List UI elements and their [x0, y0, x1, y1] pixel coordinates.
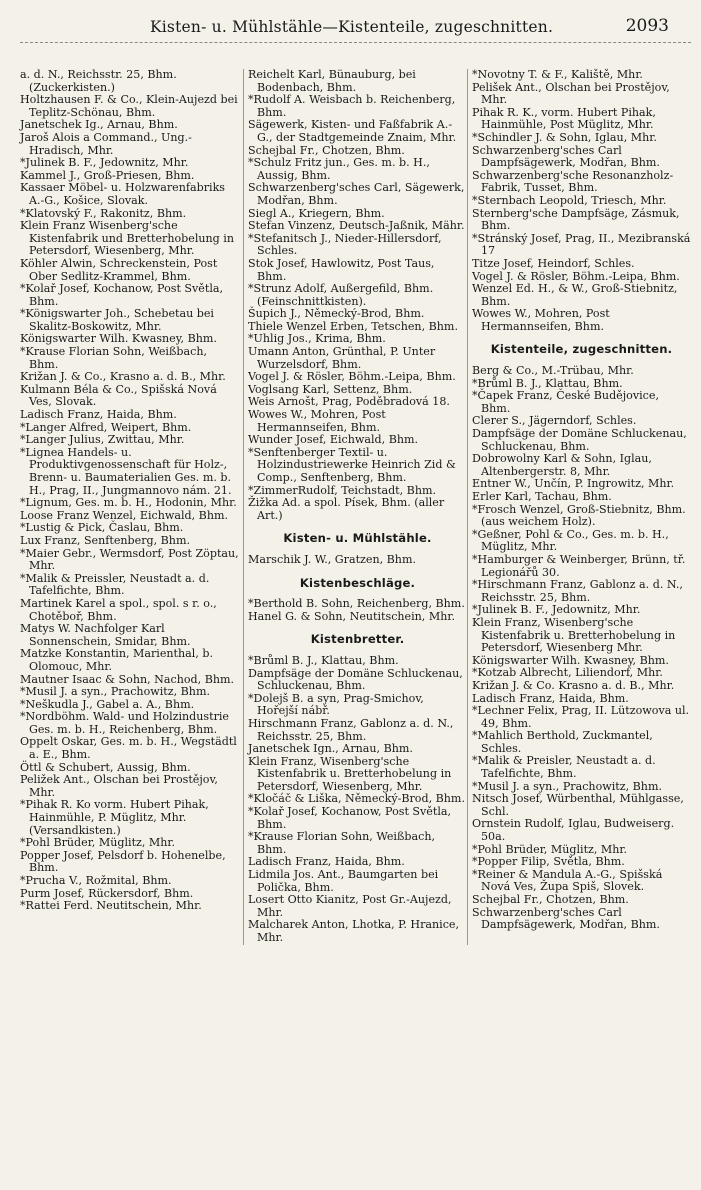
- directory-entry: *Malik & Preisler, Neustadt a. d. Tafelfichte, Bhm.: [472, 754, 656, 781]
- directory-entry: Popper Josef, Pelsdorf b. Hohenelbe, Bhm.: [20, 848, 226, 875]
- directory-entry: Mautner Isaac & Sohn, Nachod, Bhm.: [20, 672, 235, 686]
- directory-entry: Martinek Karel a spol., spol. s r. o., Chotěboř, Bhm.: [20, 596, 217, 623]
- directory-entry: Schwarzenberg'sches Carl Dampfsägewerk, Modřan, Bhm.: [472, 143, 660, 170]
- directory-entry: *Kolař Josef, Kochanow, Post Světla, Bhm.: [20, 282, 224, 308]
- directory-entry: Klein Franz Wisenberg'sche Kistenfabrik und Bretterhobelung in Petersdorf, Wiesenberg, Mhr.: [20, 219, 234, 258]
- directory-entry: Lux Franz, Senftenberg, Bhm.: [20, 533, 191, 547]
- page-title: Kisten- u. Mühlstähle—Kistenteile, zugeschnitten.: [150, 18, 554, 36]
- directory-entry: *Musil J. a syn., Prachowitz, Bhm.: [20, 685, 210, 699]
- directory-entry: Hanel G. & Sohn, Neutitschein, Mhr.: [248, 609, 455, 623]
- directory-entry: Clerer S., Jägerndorf, Schles.: [472, 414, 637, 428]
- directory-entry: Ornstein Rudolf, Iglau, Budweiserg. 50a.: [472, 817, 675, 844]
- columns: [20, 69, 691, 945]
- directory-entry: *Dolejš B. a syn, Prag-Smichov, Hořejší nábř.: [248, 691, 424, 718]
- directory-entry: Schwarzenberg'sche Resonanzholz-Fabrik, Tusset, Bhm.: [472, 168, 674, 195]
- directory-entry: Sternberg'sche Dampfsäge, Zásmuk, Bhm.: [472, 206, 680, 233]
- directory-entry: *Krause Florian Sohn, Weißbach, Bhm.: [20, 345, 207, 371]
- directory-entry: *Novotny T. & F., Kaliště, Mhr.: [472, 68, 643, 81]
- directory-entry: *Kločáč & Liška, Německý-Brod, Bhm.: [248, 792, 465, 806]
- directory-entry: Thiele Wenzel Erben, Tetschen, Bhm.: [248, 319, 458, 333]
- directory-entry: Wowes W., Mohren, Post Hermannseifen, Bhm.: [472, 307, 610, 333]
- directory-entry: Entner W., Unčín, P. Ingrowitz, Mhr.: [472, 477, 675, 491]
- section-heading-zugeschnitten: Kistenteile, zugeschnitten.: [490, 342, 673, 357]
- directory-entry: Kammel J., Groß-Priesen, Bhm.: [20, 168, 195, 182]
- directory-entry: Weis Arnošt, Prag, Poděbradová 18.: [248, 395, 450, 409]
- directory-entry: *Hamburger & Weinberger, Brünn, tř. Legionářů 30.: [472, 552, 686, 579]
- directory-entry: *Berthold B. Sohn, Reichenberg, Bhm.: [248, 597, 465, 611]
- directory-entry: *Brůml B. J., Klattau, Bhm.: [248, 653, 399, 667]
- directory-entry: Dobrowolny Karl & Sohn, Iglau, Altenbergerstr. 8, Mhr.: [472, 452, 652, 478]
- directory-entry: Umann Anton, Grünthal, P. Unter Wurzelsdorf, Bhm.: [248, 345, 436, 371]
- directory-entry: Voglsang Karl, Settenz, Bhm.: [248, 382, 413, 396]
- directory-entry: Ladisch Franz, Haida, Bhm.: [472, 691, 629, 705]
- directory-entry: *Rattei Ferd. Neutitschein, Mhr.: [20, 899, 202, 913]
- directory-entry: *Lignea Handels- u. Produktivgenossenschaft für Holz-, Brenn- u. Baumaterialien Ges. m. b. H., Prag, II., Jungmannovo nám. 21.: [20, 445, 232, 497]
- directory-entry: Stefan Vinzenz, Deutsch-Jaßnik, Mähr.: [248, 219, 465, 233]
- directory-entry: *Schindler J. & Sohn, Iglau, Mhr.: [472, 130, 657, 144]
- directory-entry: *Schulz Fritz jun., Ges. m. b. H., Aussig, Bhm.: [248, 156, 430, 182]
- directory-entry: *Mahlich Berthold, Zuckmantel, Schles.: [472, 729, 653, 755]
- directory-entry: *Hirschmann Franz, Gablonz a. d. N., Reichsstr. 25, Bhm.: [472, 578, 683, 604]
- directory-entry: *ZimmerRudolf, Teichstadt, Bhm.: [248, 483, 437, 497]
- directory-entry: Sägewerk, Kisten- und Faßfabrik A.-G., der Stadtgemeinde Znaim, Mhr.: [248, 118, 457, 144]
- directory-entry: Peližek Ant., Olschan bei Prostějov, Mhr.: [20, 773, 218, 799]
- directory-entry: Köhler Alwin, Schreckenstein, Post Ober Sedlitz-Krammel, Bhm.: [20, 256, 218, 283]
- directory-entry: Ladisch Franz, Haida, Bhm.: [20, 408, 177, 422]
- directory-entry: Klein Franz, Wisenberg'sche Kistenfabrik u. Bretterhobelung in Petersdorf, Wiesenberg Mhr.: [472, 615, 676, 655]
- directory-entry: Janetschek Ign., Arnau, Bhm.: [248, 742, 413, 756]
- directory-entry: *Nordböhm. Wald- und Holzindustrie Ges. m. b. H., Reichenberg, Bhm.: [20, 710, 229, 736]
- directory-entry: *Stránský Josef, Prag, II., Mezibranská 17: [472, 231, 691, 258]
- directory-entry: *Musil J. a syn., Prachowitz, Bhm.: [472, 779, 662, 793]
- directory-entry: Öttl & Schubert, Aussig, Bhm.: [20, 760, 191, 774]
- directory-entry: *Prucha V., Rožmital, Bhm.: [20, 874, 172, 887]
- directory-entry: *Neškudla J., Gabel a. A., Bhm.: [20, 697, 195, 711]
- directory-entry: Schejbal Fr., Chotzen, Bhm.: [472, 893, 629, 906]
- directory-entry: Berg & Co., M.-Trübau, Mhr.: [472, 364, 634, 378]
- directory-entry: a. d. N., Reichsstr. 25, Bhm. (Zuckerkisten.): [20, 68, 177, 94]
- directory-entry: Kassaer Möbel- u. Holzwarenfabriks A.-G., Košice, Slovak.: [20, 181, 225, 207]
- column-1: [20, 69, 243, 945]
- directory-entry: *Popper Filip, Světla, Bhm.: [472, 855, 625, 869]
- directory-entry: *Uhlig Jos., Krima, Bhm.: [248, 332, 386, 346]
- directory-entry: *Kolař Josef, Kochanow, Post Světla, Bhm.: [248, 805, 452, 831]
- directory-entry: Marschik J. W., Gratzen, Bhm.: [248, 552, 416, 566]
- directory-entry: Hirschmann Franz, Gablonz a. d. N., Reichsstr. 25, Bhm.: [248, 716, 454, 743]
- directory-entry: Titze Josef, Heindorf, Schles.: [472, 256, 635, 270]
- directory-entry: Šupich J., Německý-Brod, Bhm.: [248, 307, 425, 321]
- directory-entry: *Sternbach Leopold, Triesch, Mhr.: [472, 193, 667, 207]
- directory-entry: *Reiner & Mandula A.-G., Spišská Nová Ves, Župa Spiš, Slovek.: [472, 867, 663, 894]
- directory-entry: *Krause Florian Sohn, Weißbach, Bhm.: [248, 830, 435, 856]
- directory-entry: Pihak R. K., vorm. Hubert Pihak, Hainmühle, Post Müglitz, Mhr.: [472, 105, 656, 132]
- directory-entry: Kulmann Béla & Co., Spišská Nová Ves, Slovak.: [20, 382, 217, 409]
- directory-entry: Holtzhausen F. & Co., Klein-Aujezd bei Teplitz-Schönau, Bhm.: [20, 93, 238, 119]
- directory-entry: Reichelt Karl, Bünauburg, bei Bodenbach, Bhm.: [248, 68, 416, 94]
- section-heading-muhlstahle: Kisten- u. Mühlstähle.: [283, 531, 432, 546]
- directory-entry: Janetschek Ig., Arnau, Bhm.: [20, 118, 178, 132]
- directory-entry: Malcharek Anton, Lhotka, P. Hranice, Mhr.: [248, 918, 459, 944]
- directory-entry: Losert Otto Kianitz, Post Gr.-Aujezd, Mhr.: [248, 893, 452, 919]
- directory-entry: Dampfsäge der Domäne Schluckenau, Schluckenau, Bhm.: [472, 427, 687, 453]
- directory-entry: Klein Franz, Wisenberg'sche Kistenfabrik u. Bretterhobelung in Petersdorf, Wiesenberg, Mhr.: [248, 754, 452, 793]
- directory-entry: *Strunz Adolf, Außergefild, Bhm. (Feinschnittkisten).: [248, 282, 434, 308]
- directory-entry: Schejbal Fr., Chotzen, Bhm.: [248, 143, 405, 157]
- directory-entry: Dampfsäge der Domäne Schluckenau, Schluckenau, Bhm.: [248, 666, 463, 693]
- directory-entry: *Čapek Franz, České Budějovice, Bhm.: [472, 389, 659, 415]
- directory-entry: Wowes W., Mohren, Post Hermannseifen, Bhm.: [248, 408, 386, 434]
- directory-entry: *Kotzab Albrecht, Liliendorf, Mhr.: [472, 666, 663, 680]
- directory-entry: Križan J. & Co., Krasno a. d. B., Mhr.: [20, 370, 226, 384]
- directory-entry: *Pohl Brüder, Müglitz, Mhr.: [472, 842, 628, 856]
- directory-entry: *Stefanitsch J., Nieder-Hillersdorf, Schles.: [248, 231, 442, 258]
- directory-entry: Schwarzenberg'sches Carl Dampfsägewerk, Modřan, Bhm.: [472, 905, 660, 932]
- directory-entry: Vogel J. & Rösler, Böhm.-Leipa, Bhm.: [248, 370, 456, 384]
- directory-entry: Wunder Josef, Eichwald, Bhm.: [248, 433, 419, 447]
- column-2: [243, 69, 467, 945]
- directory-entry: *Maier Gebr., Wermsdorf, Post Zöptau, Mhr.: [20, 546, 239, 573]
- directory-entry: *Pohl Brüder, Müglitz, Mhr.: [20, 836, 176, 850]
- directory-entry: Königswarter Wilh. Kwasney, Bhm.: [20, 332, 217, 346]
- directory-entry: Vogel J. & Rösler, Böhm.-Leipa, Bhm.: [472, 269, 680, 283]
- directory-entry: Pelišek Ant., Olschan bei Prostějov, Mhr.: [472, 80, 670, 107]
- directory-entry: *Königswarter Joh., Schebetau bei Skalitz-Boskowitz, Mhr.: [20, 307, 214, 333]
- section-heading-bretter: Kistenbretter.: [310, 632, 405, 647]
- directory-entry: Matys W. Nachfolger Karl Sonnenschein, Smidar, Bhm.: [20, 622, 191, 648]
- directory-entry: Lidmila Jos. Ant., Baumgarten bei Polička, Bhm.: [248, 868, 439, 894]
- directory-entry: *Lignum, Ges. m. b. H., Hodonin, Mhr.: [20, 496, 237, 510]
- directory-entry: *Brůml B. J., Klattau, Bhm.: [472, 376, 623, 390]
- section-heading-beschlage: Kistenbeschläge.: [299, 575, 416, 590]
- directory-entry: *Julinek B. F., Jedownitz, Mhr.: [472, 603, 641, 617]
- directory-entry: Žižka Ad. a spol. Písek, Bhm. (aller Art.): [248, 496, 445, 522]
- directory-entry: Nitsch Josef, Würbenthal, Mühlgasse, Schl.: [472, 792, 684, 818]
- page-number: 2093: [625, 16, 669, 36]
- directory-entry: *Malik & Preissler, Neustadt a. d. Tafelfichte, Bhm.: [20, 571, 210, 598]
- directory-entry: Königswarter Wilh. Kwasney, Bhm.: [472, 653, 669, 667]
- directory-entry: Križan J. & Co. Krasno a. d. B., Mhr.: [472, 678, 675, 692]
- directory-entry: Loose Franz Wenzel, Eichwald, Bhm.: [20, 508, 229, 522]
- directory-entry: Stok Josef, Hawlowitz, Post Taus, Bhm.: [248, 256, 435, 283]
- directory-entry: *Langer Julius, Zwittau, Mhr.: [20, 433, 185, 447]
- column-3: [467, 69, 691, 945]
- directory-entry: Schwarzenberg'sches Carl, Sägewerk, Modřan, Bhm.: [248, 181, 465, 207]
- directory-entry: *Geßner, Pohl & Co., Ges. m. b. H., Müglitz, Mhr.: [472, 527, 669, 554]
- directory-entry: *Frosch Wenzel, Groß-Stiebnitz, Bhm. (aus weichem Holz).: [472, 502, 686, 529]
- directory-entry: *Rudolf A. Weisbach b. Reichenberg, Bhm.: [248, 93, 456, 119]
- directory-entry: Jaroš Alois a Command., Ung.-Hradisch, Mhr.: [20, 130, 192, 157]
- directory-entry: *Julinek B. F., Jedownitz, Mhr.: [20, 156, 189, 170]
- directory-entry: Wenzel Ed. H., & W., Groß-Stiebnitz, Bhm.: [472, 282, 678, 308]
- directory-entry: *Klatovský F., Rakonitz, Bhm.: [20, 206, 187, 220]
- directory-entry: *Lechner Felix, Prag, II. Lützowova ul. 49, Bhm.: [472, 704, 690, 730]
- directory-entry: Oppelt Oskar, Ges. m. b. H., Wegstädtl a. E., Bhm.: [20, 735, 237, 762]
- directory-entry: *Senftenberger Textil- u. Holzindustriewerke Heinrich Zid & Comp., Senftenberg, Bhm.: [248, 445, 456, 484]
- directory-entry: *Langer Alfred, Weipert, Bhm.: [20, 420, 192, 434]
- directory-entry: Erler Karl, Tachau, Bhm.: [472, 490, 612, 503]
- directory-entry: Siegl A., Kriegern, Bhm.: [248, 206, 385, 220]
- directory-entry: *Lustig & Pick, Časlau, Bhm.: [20, 521, 184, 535]
- page-header: [20, 6, 691, 43]
- directory-entry: Ladisch Franz, Haida, Bhm.: [248, 855, 405, 869]
- directory-entry: Matzke Konstantin, Marienthal, b. Olomouc, Mhr.: [20, 647, 213, 673]
- directory-entry: Purm Josef, Rückersdorf, Bhm.: [20, 886, 194, 900]
- directory-entry: *Pihak R. Ko vorm. Hubert Pihak, Hainmühle, P. Müglitz, Mhr. (Versandkisten.): [20, 798, 209, 837]
